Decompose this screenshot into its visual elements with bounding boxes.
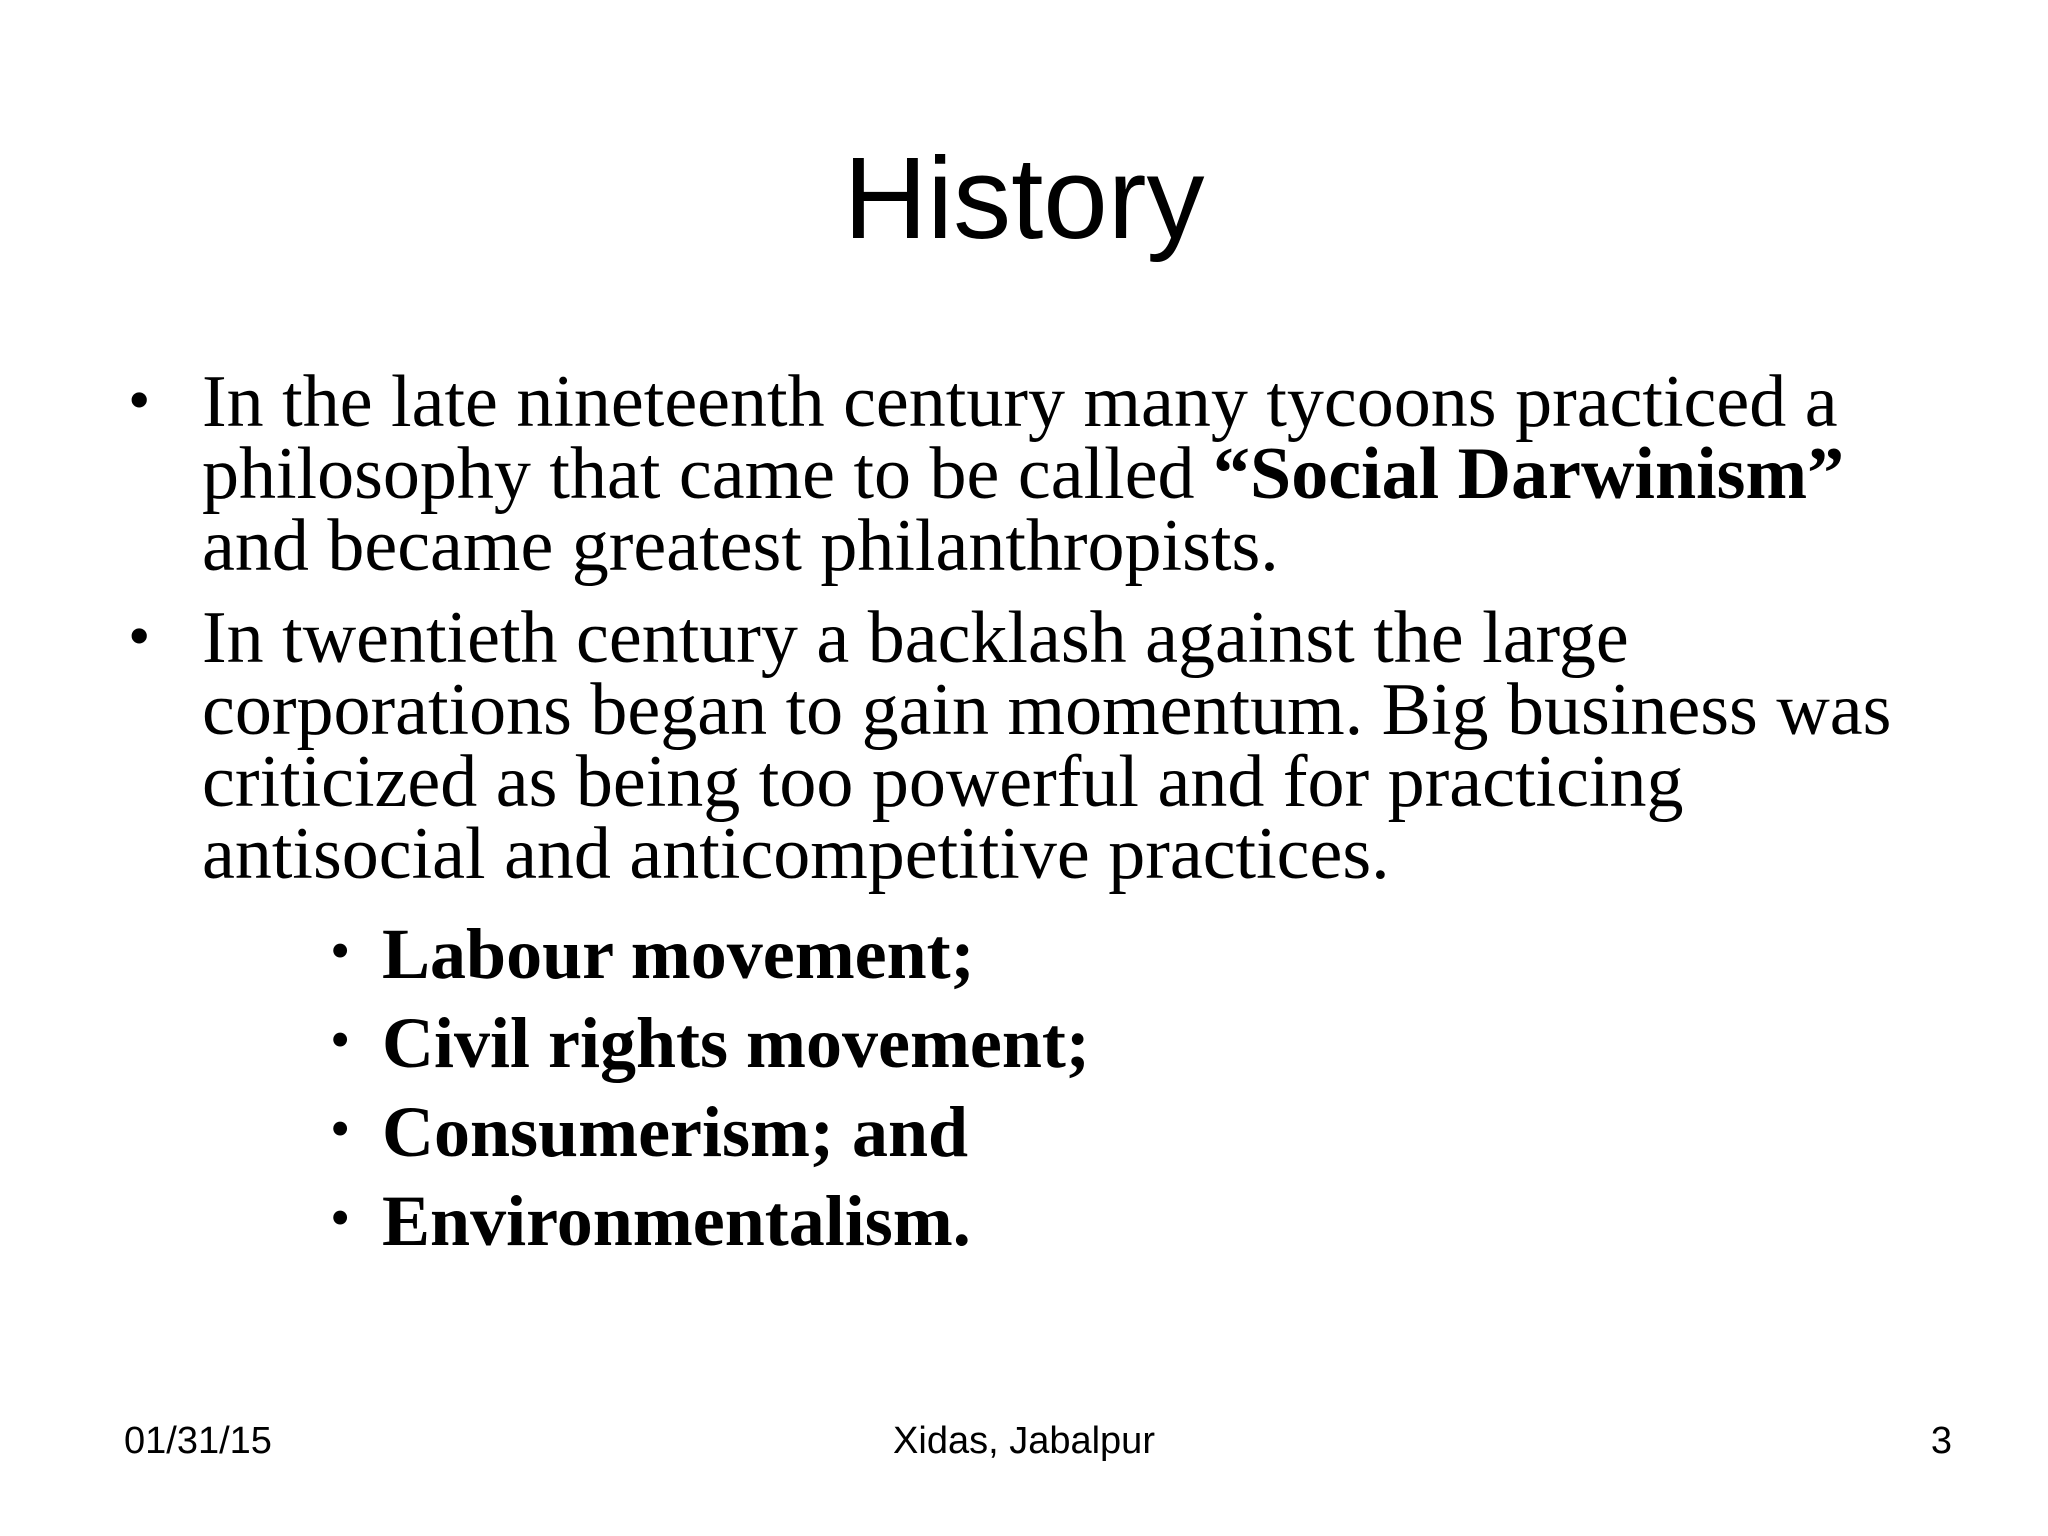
bullet-icon: • bbox=[330, 1096, 351, 1161]
footer-date: 01/31/15 bbox=[124, 1420, 272, 1462]
bullet-icon: • bbox=[128, 600, 151, 671]
footer-center-text: Xidas, Jabalpur bbox=[893, 1420, 1155, 1462]
sub-bullet-text: Labour movement; bbox=[382, 914, 975, 994]
slide-title: History bbox=[843, 133, 1205, 263]
sub-bullet-text: Civil rights movement; bbox=[382, 1003, 1090, 1083]
bullet-icon: • bbox=[128, 364, 151, 435]
footer-page-number: 3 bbox=[1930, 1420, 1952, 1462]
sub-bullet-list bbox=[120, 910, 1960, 1266]
bullet-emphasis: “Social Darwinism” bbox=[1213, 433, 1845, 515]
bullet-icon: • bbox=[330, 918, 351, 983]
bullet-item bbox=[120, 597, 1960, 895]
bullet-text: In the late nineteenth century many tycoons practiced a philosophy that came to be called bbox=[202, 361, 1838, 515]
sub-bullet-item bbox=[120, 1088, 1960, 1177]
bullet-text: In twentieth century a backlash against the large corporations began to gain momentum. Big business was criticized as being too powerful and for practicing antisocial and anticompetitive practices. bbox=[202, 597, 1892, 895]
sub-bullet-item bbox=[120, 999, 1960, 1088]
sub-bullet-text: Consumerism; and bbox=[382, 1092, 969, 1172]
bullet-icon: • bbox=[330, 1185, 351, 1250]
sub-bullet-item bbox=[120, 910, 1960, 999]
bullet-text: and became greatest philanthropists. bbox=[202, 505, 1279, 587]
slide-body bbox=[120, 361, 1960, 1266]
sub-bullet-item bbox=[120, 1177, 1960, 1266]
bullet-item bbox=[120, 361, 1960, 587]
sub-bullet-text: Environmentalism. bbox=[382, 1181, 971, 1261]
bullet-icon: • bbox=[330, 1007, 351, 1072]
